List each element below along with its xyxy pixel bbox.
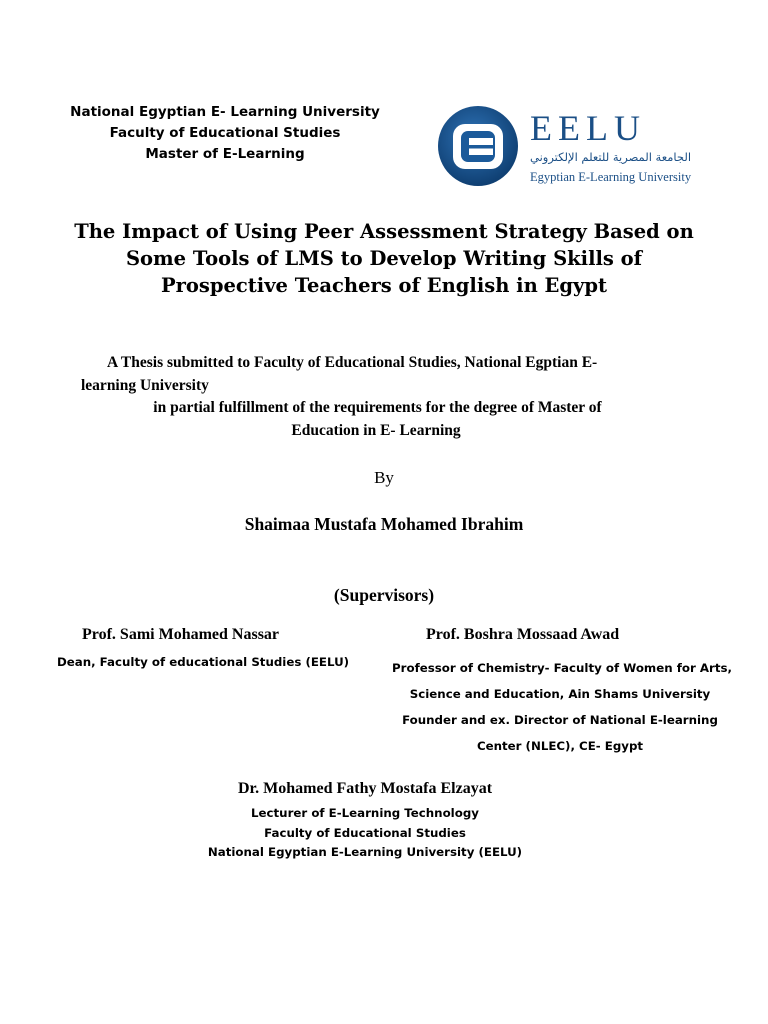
affiliation-line: Professor of Chemistry- Faculty of Women for Arts, <box>392 661 732 675</box>
thesis-title <box>40 218 728 299</box>
affiliation-line: Founder and ex. Director of National E-learning <box>402 713 718 727</box>
institution-header <box>0 102 450 165</box>
affiliation-line: Science and Education, Ain Shams University <box>409 687 711 701</box>
logo-english-name: Egyptian E-Learning University <box>530 170 692 184</box>
faculty-name: Faculty of Educational Studies <box>109 125 341 141</box>
supervisor-affiliation <box>392 655 732 759</box>
submission-line: in partial fulfillment of the requirements for the degree of Master of <box>153 399 602 416</box>
affiliation-line: Center (NLEC), CE- Egypt <box>476 739 644 753</box>
affiliation-line: Lecturer of E-Learning Technology <box>251 806 479 820</box>
supervisor-name: Prof. Boshra Mossaad Awad <box>426 626 620 643</box>
eelu-emblem-icon <box>436 104 526 188</box>
submission-line: Education in E- Learning <box>291 421 461 439</box>
affiliation-line: National Egyptian E-Learning University (EELU) <box>207 845 523 859</box>
submission-line: learning University <box>81 376 209 394</box>
title-line: The Impact of Using Peer Assessment Strategy Based on <box>74 220 694 243</box>
submission-line: A Thesis submitted to Faculty of Educational Studies, National Egptian E- <box>107 354 598 371</box>
logo-arabic-name: الجامعة المصرية للتعلم الإلكتروني <box>530 150 692 164</box>
institution-name: National Egyptian E- Learning University <box>70 104 380 120</box>
program-name: Master of E-Learning <box>145 146 305 162</box>
supervisors-heading: (Supervisors) <box>333 585 435 605</box>
affiliation-line: Faculty of Educational Studies <box>264 825 466 840</box>
supervisor-name: Dr. Mohamed Fathy Mostafa Elzayat <box>237 780 493 797</box>
supervisor-name: Prof. Sami Mohamed Nassar <box>82 626 280 643</box>
title-line: Some Tools of LMS to Develop Writing Skills of <box>125 247 643 270</box>
logo-acronym: EELU <box>530 108 646 148</box>
by-label: By <box>374 468 394 487</box>
submission-statement <box>60 352 720 442</box>
affiliation-line: Dean, Faculty of educational Studies (EELU) <box>56 655 350 669</box>
author-name: Shaimaa Mustafa Mohamed Ibrahim <box>244 514 524 534</box>
supervisor-affiliation <box>0 804 730 863</box>
title-line: Prospective Teachers of English in Egypt <box>160 274 608 297</box>
supervisor-affiliation <box>40 655 366 669</box>
